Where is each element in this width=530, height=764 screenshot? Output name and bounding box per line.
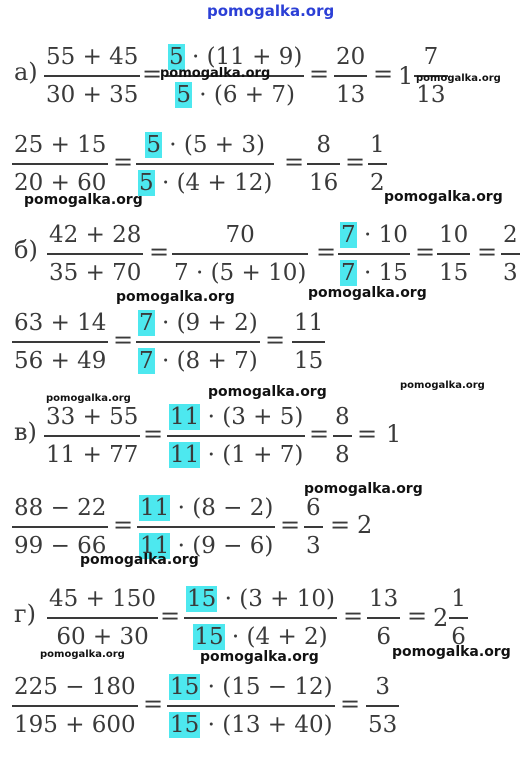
equals-sign: = — [284, 148, 305, 176]
highlighted-factor: 11 — [140, 495, 170, 521]
highlighted-factor: 7 — [139, 310, 154, 336]
equals-sign: = — [340, 690, 361, 718]
part-d-label: г) — [14, 600, 36, 628]
site-header: pomogalka.org — [207, 2, 335, 20]
fraction: 88 − 22 99 − 66 — [14, 495, 107, 559]
watermark: pomogalka.org — [160, 66, 271, 81]
watermark: pomogalka.org — [116, 289, 235, 305]
watermark: pomogalka.org — [416, 73, 501, 84]
highlighted-factor: 15 — [194, 623, 224, 650]
highlighted-factor: 11 — [170, 404, 200, 430]
fraction: 11 15 — [294, 310, 324, 374]
result-value: 2 — [357, 511, 373, 539]
fraction: 15 · (15 − 12) 15 · (13 + 40) — [167, 670, 335, 742]
highlighted-factor: 15 — [170, 674, 200, 700]
watermark: pomogalka.org — [308, 285, 427, 301]
fraction: 20 13 — [336, 44, 366, 108]
fraction: 8 16 — [309, 132, 339, 196]
highlighted-factor: 7 — [341, 259, 356, 286]
highlighted-factor: 5 — [139, 169, 154, 196]
equals-sign: = — [309, 60, 330, 88]
equals-sign: = — [309, 420, 330, 448]
equals-sign: = — [113, 148, 134, 176]
part-a-label: а) — [14, 58, 38, 86]
part-d-line-2 — [0, 670, 530, 746]
watermark: pomogalka.org — [304, 481, 423, 497]
equals-sign: = — [280, 511, 301, 539]
equals-sign: = — [160, 602, 181, 630]
fraction: 2 3 — [503, 222, 518, 286]
fraction: 5 · (5 + 3) 5 · (4 + 12) — [136, 128, 274, 200]
equals-sign: = — [113, 326, 134, 354]
equals-sign: = — [113, 511, 134, 539]
equals-sign: = — [373, 60, 394, 88]
equals-sign: = — [265, 326, 286, 354]
fraction: 25 + 15 20 + 60 — [14, 132, 107, 196]
equals-sign: = — [415, 238, 436, 266]
fraction: 55 + 45 30 + 35 — [46, 44, 139, 108]
watermark: pomogalka.org — [392, 644, 511, 660]
highlighted-factor: 7 — [139, 347, 154, 374]
equals-sign: = — [345, 148, 366, 176]
fraction: 6 3 — [306, 495, 321, 559]
fraction: 63 + 14 56 + 49 — [14, 310, 107, 374]
fraction: 5 · (11 + 9) 5 · (6 + 7) — [166, 40, 304, 112]
highlighted-factor: 15 — [187, 586, 217, 612]
equals-sign: = — [477, 238, 498, 266]
watermark: pomogalka.org — [400, 380, 485, 391]
highlighted-factor: 5 — [176, 81, 191, 108]
watermark: pomogalka.org — [200, 649, 319, 665]
fraction: 8 8 — [335, 404, 350, 468]
fraction: 225 − 180 195 + 600 — [14, 674, 136, 738]
highlighted-factor: 5 — [169, 44, 184, 70]
highlighted-factor: 11 — [170, 441, 200, 468]
fraction: 10 15 — [439, 222, 469, 286]
fraction: 7 · 10 7 · 15 — [338, 218, 410, 290]
part-b-line-2 — [0, 306, 530, 382]
part-c-line-1 — [0, 400, 530, 476]
fraction: 3 53 — [368, 674, 398, 738]
watermark: pomogalka.org — [208, 384, 327, 400]
equals-sign: = — [357, 420, 378, 448]
fraction: 33 + 55 11 + 77 — [46, 404, 139, 468]
mixed-number: 1 $\frac{7}{13}$ — [398, 44, 446, 108]
equals-sign: = — [149, 238, 170, 266]
fraction: 11 · (3 + 5) 11 · (1 + 7) — [167, 400, 305, 472]
fraction: 42 + 28 35 + 70 — [49, 222, 142, 286]
watermark: pomogalka.org — [80, 552, 199, 568]
highlighted-factor: 5 — [146, 132, 161, 158]
equals-sign: = — [143, 420, 164, 448]
equals-sign: = — [316, 238, 337, 266]
fraction: 45 + 150 60 + 30 — [49, 586, 157, 650]
fraction: 1 2 — [370, 132, 385, 196]
highlighted-factor: 11 — [140, 532, 170, 559]
result-value: 1 — [386, 420, 402, 448]
part-b-line-1 — [0, 218, 530, 294]
equals-sign: = — [407, 602, 428, 630]
highlighted-factor: 15 — [170, 711, 200, 738]
part-b-label: б) — [14, 236, 38, 264]
mixed-number: 2 $\frac{1}{6}$ — [433, 586, 466, 650]
equals-sign: = — [330, 511, 351, 539]
watermark: pomogalka.org — [24, 192, 143, 208]
equals-sign: = — [143, 690, 164, 718]
watermark: pomogalka.org — [46, 393, 131, 404]
fraction: 11 · (8 − 2) 11 · (9 − 6) — [137, 491, 275, 563]
part-c-label: в) — [14, 418, 37, 446]
fraction: 13 6 — [369, 586, 399, 650]
watermark: pomogalka.org — [40, 649, 125, 660]
fraction: 15 · (3 + 10) 15 · (4 + 2) — [184, 582, 337, 654]
fraction: 70 7 · (5 + 10) — [174, 222, 307, 286]
fraction: 7 · (9 + 2) 7 · (8 + 7) — [136, 306, 260, 378]
watermark: pomogalka.org — [384, 189, 503, 205]
highlighted-factor: 7 — [341, 222, 356, 248]
equals-sign: = — [142, 60, 163, 88]
equals-sign: = — [343, 602, 364, 630]
